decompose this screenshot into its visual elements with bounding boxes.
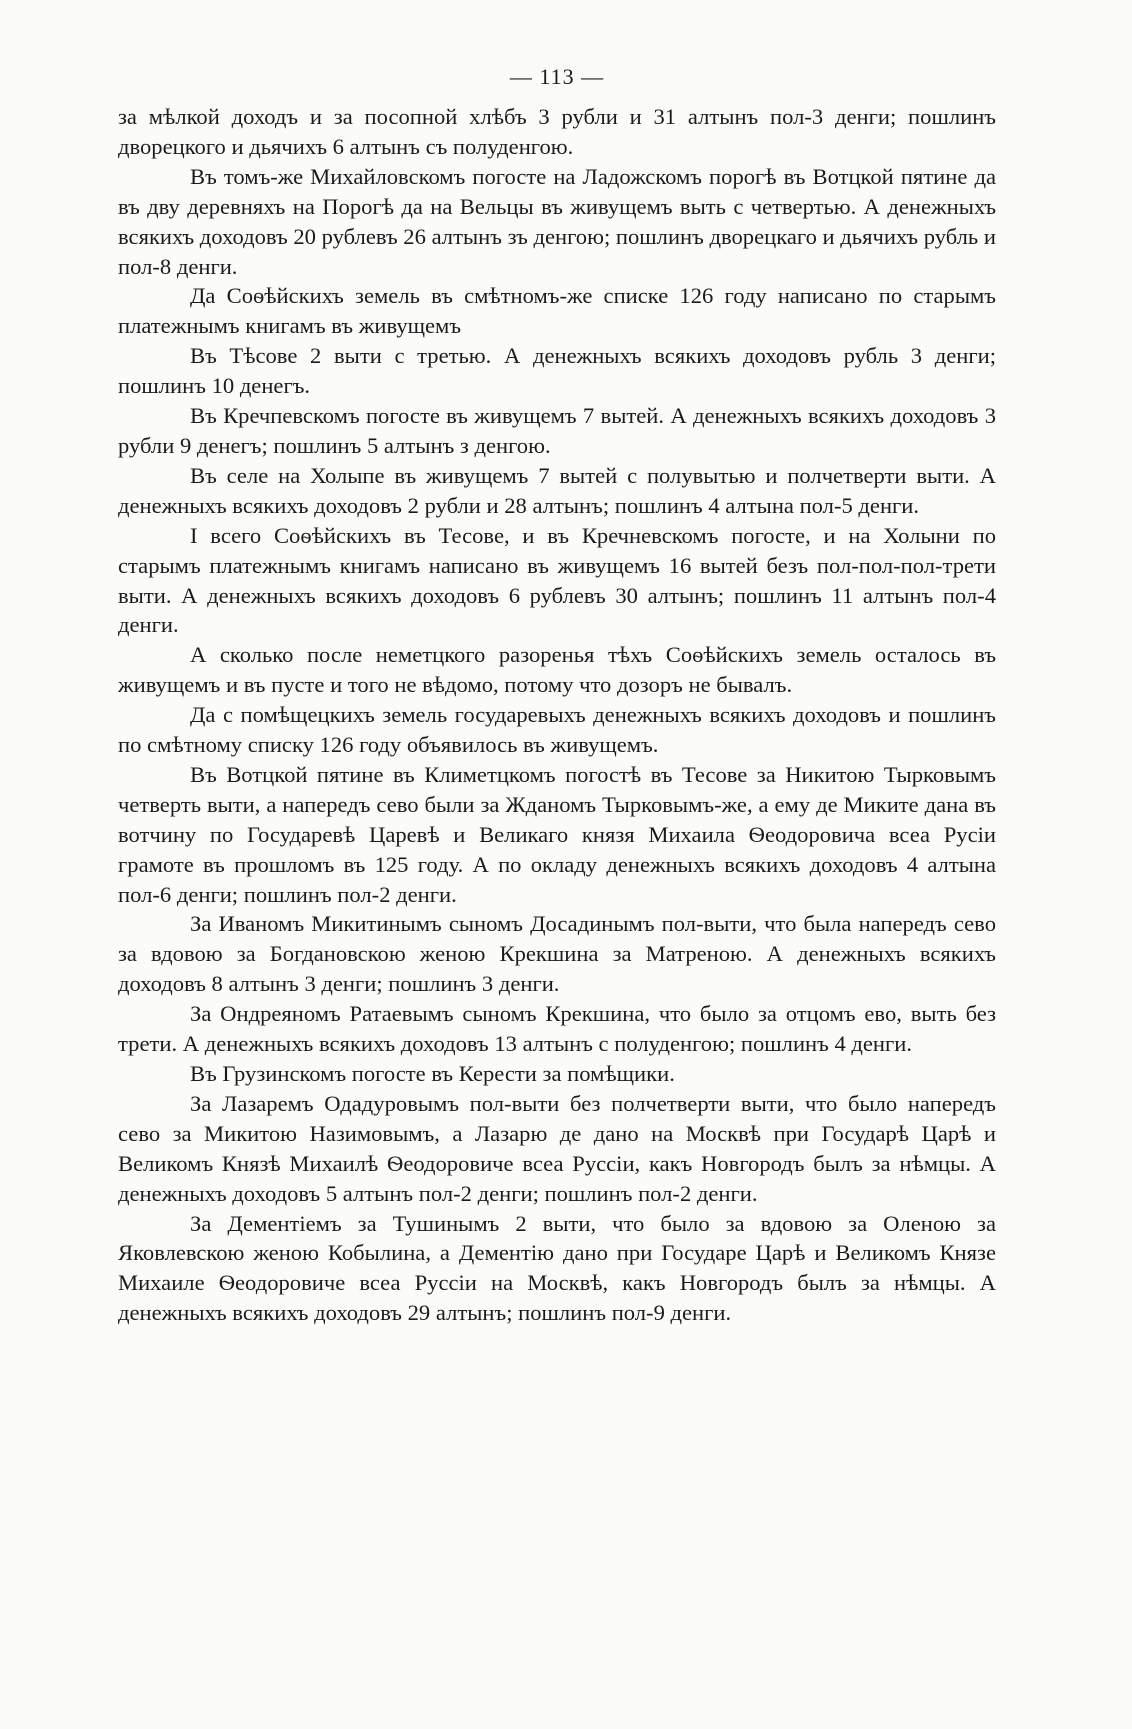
page-number: — 113 — (509, 64, 605, 89)
paragraph-5: Въ Кречпевскомъ погосте въ живущемъ 7 вытей. А денежныхъ всякихъ доходовъ 3 рубли 9 денегъ; пошлинъ 5 алтынъ з денгою. (118, 403, 996, 458)
document-page (118, 62, 996, 1328)
paragraph-6: Въ селе на Холыпе въ живущемъ 7 вытей с полувытью и полчетверти выти. А денежныхъ всякихъ доходовъ 2 рубли и 28 алтынъ; пошлинъ 4 алтына пол-5 денги. (118, 462, 996, 518)
paragraph-4: Въ Тѣсове 2 выти с третью. А денежныхъ всякихъ доходовъ рубль 3 денги; пошлинъ 10 денегъ. (118, 343, 996, 399)
paragraph-9: Да с помѣщецкихъ земель государевыхъ денежныхъ всякихъ доходовъ и пошлинъ по смѣтному списку 126 году объявилось въ живущемъ. (118, 702, 996, 758)
paragraph-11: За Иваномъ Микитинымъ сыномъ Досадинымъ пол-выти, что была напередъ сево за вдовою за Богдановскою женою Крекшина за Матреною. А денежныхъ всякихъ доходовъ 8 алтынъ 3 денги; пошлинъ 3 денги. (118, 911, 996, 997)
paragraph-14: За Лазаремъ Одадуровымъ пол-выти без полчетверти выти, что было напередъ сево за Микитою Назимовымъ, а Лазарю де дано на Москвѣ при Государѣ Царѣ и Великомъ Князѣ Михаилѣ Ѳеодоровиче всеа Руссіи, какъ Новгородъ былъ за нѣмцы. А денежныхъ доходовъ 5 алтынъ пол-2 денги; пошлинъ пол-2 денги. (118, 1090, 996, 1206)
paragraph-10: Въ Вотцкой пятине въ Климетцкомъ погостѣ въ Тесове за Никитою Тырковымъ четверть выти, а напередъ сево были за Жданомъ Тырковымъ-же, а ему де Миките дана въ вотчину по Государевѣ Царевѣ и Великаго князя Михаила Ѳеодоровича всеа Русіи грамоте въ прошломъ въ 125 году. А по окладу денежныхъ всякихъ доходовъ 4 алтына пол-6 денги; пошлинъ пол-2 денги. (118, 761, 996, 907)
paragraph-3: Да Соѳѣйскихъ земель въ смѣтномъ-же списке 126 году написано по старымъ платежнымъ книгамъ въ живущемъ (118, 283, 996, 339)
paragraph-13: Въ Грузинскомъ погосте въ Керести за помѣщики. (190, 1061, 675, 1086)
paragraph-8: А сколько после неметцкого разоренья тѣхъ Соѳѣйскихъ земель осталось въ живущемъ и въ пусте и того не вѣдомо, потому что дозоръ не бывалъ. (118, 642, 996, 698)
paragraph-12: За Ондреяномъ Ратаевымъ сыномъ Крекшина, что было за отцомъ ево, выть без трети. А денежныхъ всякихъ доходовъ 13 алтынъ с полуденгою; пошлинъ 4 денги. (118, 1001, 996, 1057)
paragraph-15: За Дементіемъ за Тушинымъ 2 выти, что было за вдовою за Оленою за Яковлевскою женою Кобылина, а Дементію дано при Государе Царѣ и Великомъ Князе Михаиле Ѳеодоровиче всеа Руссіи на Москвѣ, какъ Новгородъ былъ за нѣмцы. А денежныхъ всякихъ доходовъ 29 алтынъ; пошлинъ пол-9 денги. (118, 1210, 996, 1326)
paragraph-1: за мѣлкой доходъ и за посопной хлѣбъ 3 рубли и 31 алтынъ пол-3 денги; пошлинъ дворецкого и дьячихъ 6 алтынъ съ полуденгою. (118, 104, 996, 159)
paragraph-2: Въ томъ-же Михайловскомъ погосте на Ладожскомъ порогѣ въ Вотцкой пятине да въ дву деревняхъ на Порогѣ да на Вельцы въ живущемъ выть с четвертью. А денежныхъ всякихъ доходовъ 20 рублевъ 26 алтынъ зъ денгою; пошлинъ дворецкаго и дьячихъ рубль и пол-8 денги. (118, 163, 996, 279)
paragraph-7: I всего Соѳѣйскихъ въ Тесове, и въ Кречневскомъ погосте, и на Холыни по старымъ платежнымъ книгамъ написано въ живущемъ 16 вытей безъ пол-пол-пол-трети выти. А денежныхъ всякихъ доходовъ 6 рублевъ 30 алтынъ; пошлинъ 11 алтынъ пол-4 денги. (118, 522, 996, 638)
